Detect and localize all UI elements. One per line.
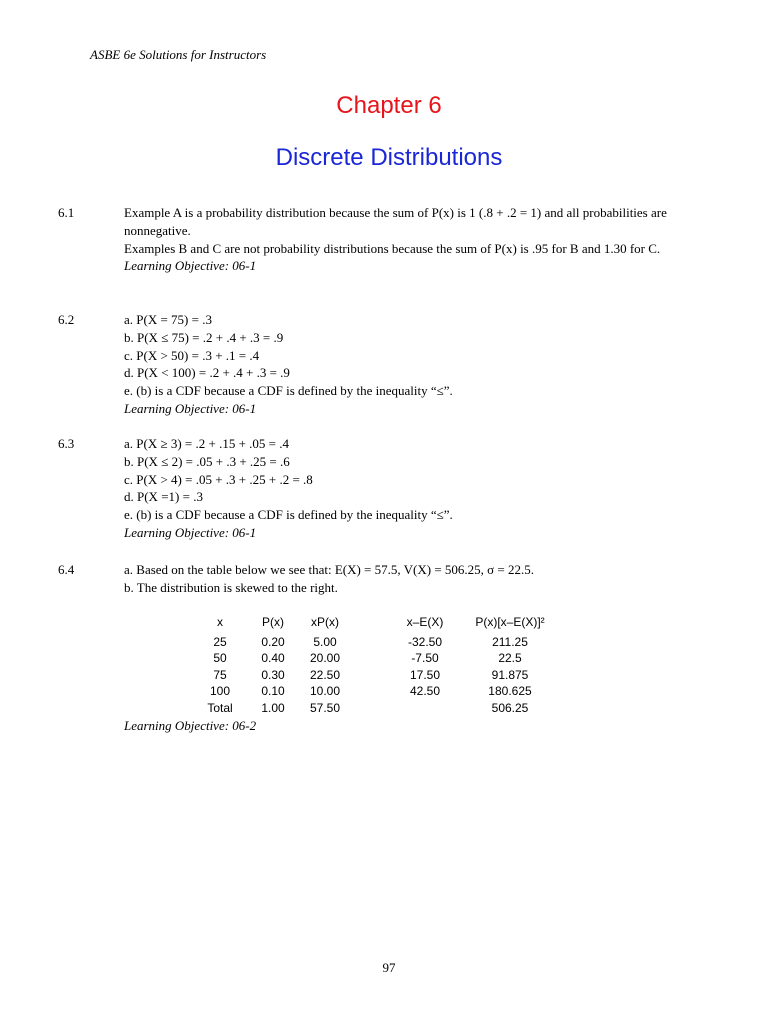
table-cell: 100 (209, 684, 231, 699)
table-cell: 0.10 (261, 684, 285, 699)
problem-line: e. (b) is a CDF because a CDF is defined by the inequality “≤”. (124, 383, 453, 399)
problem-line: e. (b) is a CDF because a CDF is defined by the inequality “≤”. (124, 507, 453, 523)
problem-line: d. P(X < 100) = .2 + .4 + .3 = .9 (124, 365, 290, 381)
header-note: ASBE 6e Solutions for Instructors (90, 47, 267, 62)
table-cell: Total (207, 700, 233, 715)
section-title: Discrete Distributions (275, 144, 503, 171)
problem-number: 6.4 (58, 562, 75, 577)
problem-line: c. P(X > 50) = .3 + .1 = .4 (124, 347, 260, 363)
problem-body (124, 311, 698, 418)
table-cell: 22.50 (309, 667, 341, 682)
problem-number: 6.2 (58, 312, 75, 327)
problem-line: Examples B and C are not probability distributions because the sum of P(x) is .95 for B and 1.30 for C. (124, 240, 661, 256)
problem-6-2 (58, 311, 698, 418)
problem-line: Example A is a probability distribution because the sum of P(x) is 1 (.8 + .2 = 1) and all probabilities are nonnegative. (124, 205, 667, 238)
problem-line: b. P(X ≤ 75) = .2 + .4 + .3 = .9 (124, 329, 284, 345)
table-cell: 20.00 (309, 651, 341, 666)
problem-line: a. P(X ≥ 3) = .2 + .15 + .05 = .4 (124, 436, 290, 451)
table-cell: 75 (213, 667, 227, 682)
table-cell: 1.00 (261, 700, 285, 715)
table-cell: 0.40 (261, 651, 285, 666)
problem-line: b. The distribution is skewed to the right. (124, 579, 338, 595)
table-header-cell: x–E(X) (406, 615, 444, 629)
table-cell: 10.00 (309, 684, 341, 699)
table-header-cell: P(x)[x–E(X)]² (475, 615, 545, 629)
table-header-cell: xP(x) (311, 615, 339, 629)
table-cell: 0.30 (261, 667, 285, 682)
learning-objective: Learning Objective: 06-1 (124, 400, 257, 416)
problem-body (124, 561, 698, 597)
table-cell: 91.875 (491, 667, 529, 682)
problem-6-1 (58, 204, 698, 275)
page-number: 97 (382, 960, 396, 975)
learning-objective: Learning Objective: 06-1 (124, 258, 257, 274)
table-cell: 506.25 (491, 700, 529, 715)
problem-number: 6.1 (58, 205, 75, 220)
table-cell: 0.20 (261, 635, 285, 649)
problem-line: a. P(X = 75) = .3 (124, 312, 212, 327)
table-cell: 57.50 (309, 700, 341, 715)
table-cell: 17.50 (409, 667, 441, 682)
problem-line: a. Based on the table below we see that: E(X) = 57.5, V(X) = 506.25, σ = 22.5. (124, 562, 535, 577)
table-cell: 50 (213, 651, 227, 666)
problem-6-4 (58, 561, 698, 597)
problem-body (124, 204, 698, 275)
problem-number: 6.3 (58, 436, 75, 451)
table-cell: 25 (213, 635, 227, 649)
table-cell: 22.5 (498, 651, 522, 666)
table-header-cell: x (217, 615, 223, 629)
table-cell: 180.625 (488, 684, 532, 699)
learning-objective: Learning Objective: 06-1 (124, 524, 257, 540)
table-cell: -7.50 (411, 651, 439, 666)
table-cell: -32.50 (407, 635, 443, 649)
table-header-cell: P(x) (262, 615, 284, 629)
chapter-title: Chapter 6 (336, 92, 442, 119)
learning-objective: Learning Objective: 06-2 (124, 718, 257, 733)
problem-line: b. P(X ≤ 2) = .05 + .3 + .25 = .6 (124, 453, 290, 469)
table-cell: 42.50 (409, 684, 441, 699)
table-cell: 211.25 (492, 635, 528, 649)
problem-body (124, 435, 698, 542)
problem-line: c. P(X > 4) = .05 + .3 + .25 + .2 = .8 (124, 471, 313, 487)
problem-6-3 (58, 435, 698, 542)
table-cell: 5.00 (313, 635, 337, 649)
problem-line: d. P(X =1) = .3 (124, 489, 203, 505)
